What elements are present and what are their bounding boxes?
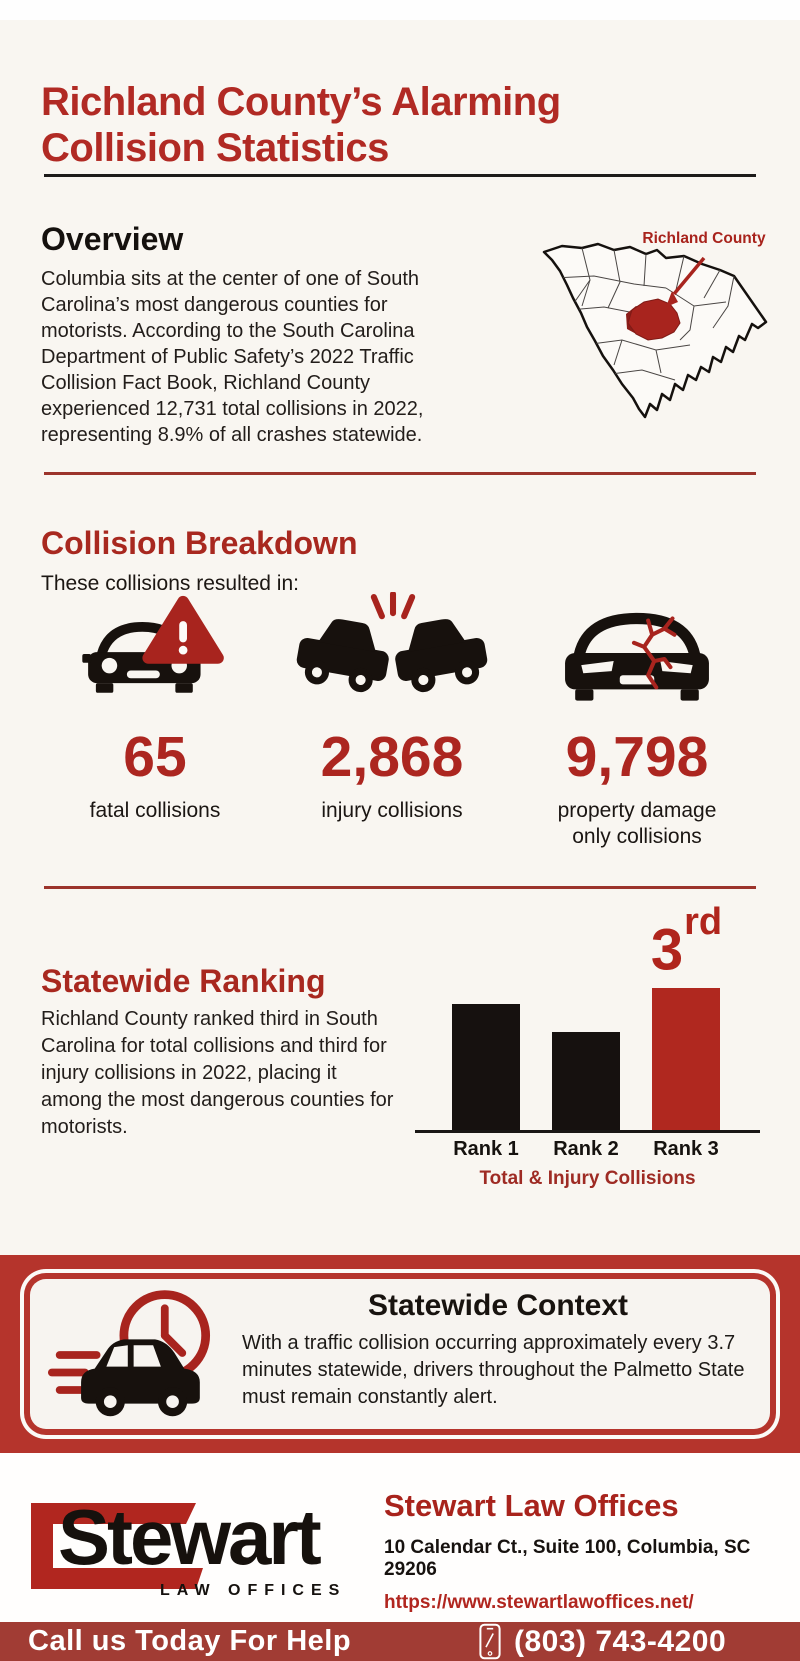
phone-group <box>478 1623 726 1660</box>
stat-value: 9,798 <box>565 725 709 789</box>
ranking-heading: Statewide Ranking <box>41 962 326 999</box>
stat-injury <box>266 592 518 850</box>
logo-subtext: LAW OFFICES <box>160 1582 347 1599</box>
context-heading: Statewide Context <box>367 1289 629 1322</box>
stat-label: property damage only collisions <box>557 798 717 848</box>
rank-badge <box>641 901 731 983</box>
car-cracked-windshield-icon <box>561 592 713 718</box>
top-strip <box>0 0 800 20</box>
stat-label: fatal collisions <box>89 798 221 822</box>
stat-value: 2,868 <box>320 725 464 789</box>
footer <box>0 1453 800 1622</box>
stats-row <box>44 592 756 850</box>
bar-rank-2 <box>552 1032 620 1130</box>
firm-address: 10 Calendar Ct., Suite 100, Columbia, SC 29206 <box>384 1537 751 1580</box>
logo-wordmark: Stewart <box>58 1493 319 1581</box>
ranking-bar-chart <box>415 875 760 1205</box>
overview-heading: Overview <box>41 220 184 257</box>
south-carolina-county-map-icon <box>494 210 796 438</box>
bar-chart-labels <box>415 1138 760 1161</box>
firm-info <box>384 1488 784 1614</box>
rank-badge-number: 3 <box>650 917 684 983</box>
bar-chart-bars <box>415 988 760 1130</box>
overview-body: Columbia sits at the center of one of South Carolina’s most dangerous counties for motorists. According to the South Carolina Department of Public Safety’s 2022 Traffic Collision Fact Book, Richland County experienced 12,731 total collisions in 2022, representing 8.9% of all crashes statewide. <box>41 268 424 446</box>
bar-rank-1 <box>452 1004 520 1130</box>
breakdown-heading: Collision Breakdown <box>41 524 358 561</box>
section-divider <box>44 472 756 475</box>
phone-number[interactable]: (803) 743-4200 <box>514 1624 727 1658</box>
car-crash-icon <box>286 592 498 718</box>
page-title: Richland County’s Alarming Collision Statistics <box>41 79 561 171</box>
breakdown-intro: These collisions resulted in: <box>41 572 299 595</box>
context-body: With a traffic collision occurring approximately every 3.7 minutes statewide, drivers throughout the Palmetto State must remain constantly alert. <box>242 1332 745 1408</box>
stat-fatal <box>44 592 266 850</box>
cta-text: Call us Today For Help <box>28 1625 352 1657</box>
firm-website-link[interactable]: https://www.stewartlawoffices.net/ <box>384 1592 694 1613</box>
south-carolina-map <box>494 210 796 438</box>
bar-label: Rank 1 <box>453 1138 519 1160</box>
phone-icon <box>478 1623 502 1660</box>
context-banner-box <box>30 1279 770 1429</box>
bar-label: Rank 3 <box>653 1138 719 1160</box>
stewart-logo <box>28 1493 358 1608</box>
map-label: Richland County <box>642 230 766 247</box>
speeding-car-clock-icon <box>46 1281 231 1432</box>
title-divider <box>44 174 756 177</box>
stat-value: 65 <box>123 725 187 789</box>
chart-baseline <box>415 1130 760 1133</box>
bar-label: Rank 2 <box>553 1138 619 1160</box>
stat-label: injury collisions <box>321 798 463 822</box>
chart-caption: Total & Injury Collisions <box>479 1168 696 1189</box>
ranking-body: Richland County ranked third in South Carolina for total collisions and third for injury collisions in 2022, placing it among the most dangerous counties for motorists. <box>41 1008 394 1138</box>
context-text-block <box>242 1289 754 1411</box>
firm-name: Stewart Law Offices <box>384 1488 679 1523</box>
bottom-cta-bar <box>0 1622 800 1661</box>
stat-property <box>518 592 756 850</box>
car-warning-icon <box>79 592 231 718</box>
bar-rank-3 <box>652 988 720 1130</box>
rank-badge-suffix: rd <box>684 901 723 943</box>
context-banner <box>0 1255 800 1453</box>
